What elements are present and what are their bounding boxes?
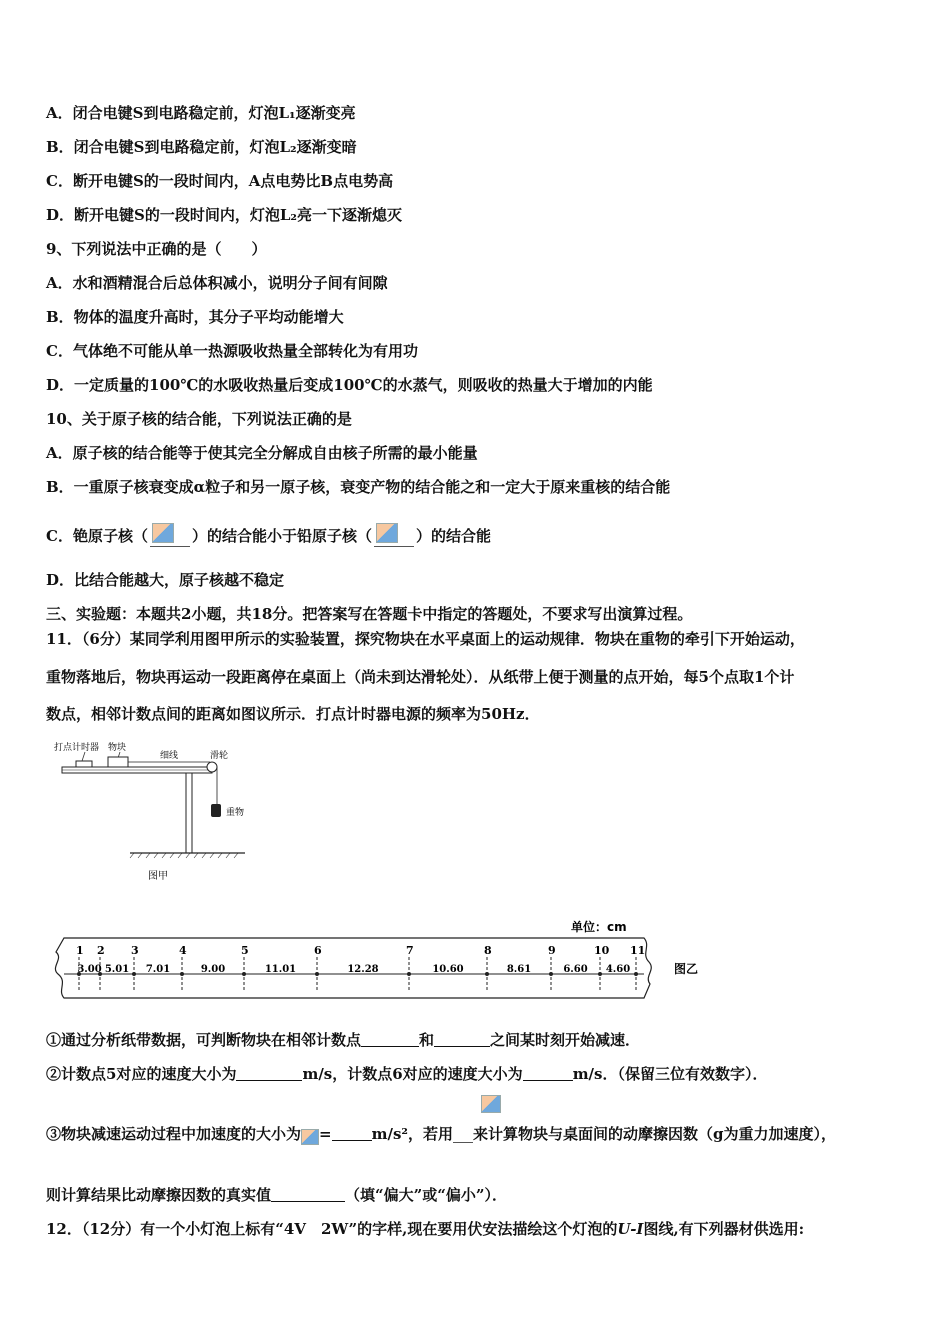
count-point-dot xyxy=(549,972,553,976)
answer-blank-4[interactable] xyxy=(523,1066,573,1081)
sub2-text-a: ②计数点5对应的速度大小为 xyxy=(46,1065,237,1083)
q9-option-c: C．气体绝不可能从单一热源吸收热量全部转化为有用功 xyxy=(46,342,418,360)
q10-option-d: D．比结合能越大，原子核越不稳定 xyxy=(46,571,285,589)
q12-text-a: 12．（12分）有一个小灯泡上标有“4V 2W”的字样,现在要用伏安法描绘这个灯泡的 xyxy=(46,1220,618,1238)
sub3-text-e: 则计算结果比动摩擦因数的真实值 xyxy=(46,1186,272,1204)
label-block: 物块 xyxy=(108,743,127,753)
label-pulley: 滑轮 xyxy=(210,751,229,761)
q11-sub2 xyxy=(46,1064,767,1084)
q10-c-text-3: ）的结合能 xyxy=(415,527,491,545)
label-string: 细线 xyxy=(160,751,179,761)
caption-fig2: 图乙 xyxy=(674,962,699,976)
count-point-label: 11 xyxy=(630,944,646,957)
cesium-formula-image xyxy=(150,523,190,547)
q10-stem: 10、关于原子核的结合能，下列说法正确的是 xyxy=(46,410,352,428)
answer-blank-2[interactable] xyxy=(434,1032,490,1047)
q8-option-a: A．闭合电键S到电路稳定前，灯泡L₁逐渐变亮 xyxy=(46,104,356,122)
accel-formula-image xyxy=(301,1129,319,1145)
q10-option-a: A．原子核的结合能等于使其完全分解成自由核子所需的最小能量 xyxy=(46,444,478,462)
label-weight: 重物 xyxy=(226,808,245,818)
count-point-label: 3 xyxy=(131,944,139,957)
caption-fig1: 图甲 xyxy=(148,871,168,882)
weight-icon xyxy=(211,804,221,817)
answer-blank-6[interactable] xyxy=(271,1187,345,1202)
count-point-dot xyxy=(132,972,136,976)
answer-blank-1[interactable] xyxy=(361,1032,419,1047)
count-point-label: 5 xyxy=(241,944,249,957)
count-point-dot xyxy=(634,972,638,976)
q12-ui-label: U-I xyxy=(617,1220,644,1238)
pulley-icon xyxy=(207,762,217,772)
q10-option-b: B．一重原子核衰变成α粒子和另一原子核，衰变产物的结合能之和一定大于原来重核的结合能 xyxy=(46,478,671,496)
q11-line2: 重物落地后，物块再运动一段距离停在桌面上（尚未到达滑轮处）．从纸带上便于测量的点开始，每5个点取1个计 xyxy=(46,668,795,686)
count-point-dot xyxy=(485,972,489,976)
q9-option-d: D．一定质量的100℃的水吸收热量后变成100℃的水蒸气，则吸收的热量大于增加的内能 xyxy=(46,376,653,394)
sub2-text-b: m/s，计数点6对应的速度大小为 xyxy=(302,1065,523,1083)
q11-line3: 数点，相邻计数点间的距离如图议所示．打点计时器电源的频率为50Hz． xyxy=(46,705,540,723)
distance-label: 9.00 xyxy=(200,964,226,975)
count-point-dot xyxy=(180,972,184,976)
count-point-label: 6 xyxy=(314,944,322,957)
q11-sub3 xyxy=(46,1124,836,1145)
q11-sub1 xyxy=(46,1030,640,1050)
distance-label: 11.01 xyxy=(264,964,297,975)
count-point-label: 1 xyxy=(76,944,84,957)
distance-label: 4.60 xyxy=(605,964,631,975)
count-point-dot xyxy=(242,972,246,976)
distance-label: 3.00 xyxy=(77,964,102,975)
q10-c-text-1: C．铯原子核（ xyxy=(46,527,148,545)
mu-formula-image xyxy=(453,1124,473,1143)
distance-label: 6.60 xyxy=(563,964,588,975)
sub2-text-c: m/s．（保留三位有效数字）． xyxy=(572,1065,768,1083)
count-point-label: 2 xyxy=(97,944,105,957)
sub3-text-a: ③物块减速运动过程中加速度的大小为 xyxy=(46,1125,302,1143)
figure-apparatus xyxy=(50,738,260,888)
q11-sub3-cont xyxy=(46,1185,507,1205)
distance-label: 5.01 xyxy=(104,964,130,975)
q10-option-c xyxy=(46,523,491,547)
q9-stem: 9、下列说法中正确的是（ ） xyxy=(46,240,267,258)
sub3-text-f: （填“偏大”或“偏小”）． xyxy=(345,1186,508,1204)
distance-label: 7.01 xyxy=(145,964,171,975)
q11-line1: 11．（6分）某同学利用图甲所示的实验装置，探究物块在水平桌面上的运动规律．物块在重物的牵引下开始运动， xyxy=(46,630,805,648)
sub1-text-c: 之间某时刻开始减速． xyxy=(490,1031,641,1049)
section3-heading: 三、实验题：本题共2小题，共18分。把答案写在答题卡中指定的答题处，不要求写出演算过程。 xyxy=(46,605,693,623)
count-point-label: 8 xyxy=(484,944,492,957)
q12-line1 xyxy=(46,1219,804,1239)
answer-blank-5[interactable] xyxy=(332,1126,372,1141)
answer-blank-3[interactable] xyxy=(236,1066,302,1081)
count-point-label: 10 xyxy=(594,944,610,957)
q12-text-b: 图线,有下列器材供选用: xyxy=(643,1220,805,1238)
count-point-dot xyxy=(315,972,319,976)
distance-label: 12.28 xyxy=(347,964,379,975)
count-point-label: 9 xyxy=(548,944,556,957)
tape-unit: 单位：cm xyxy=(571,920,627,934)
sub1-text-a: ①通过分析纸带数据，可判断物块在相邻计数点 xyxy=(46,1031,362,1049)
q9-option-b: B．物体的温度升高时，其分子平均动能增大 xyxy=(46,308,344,326)
formula-image-top xyxy=(481,1095,501,1115)
sub3-text-c: m/s²，若用 xyxy=(371,1125,453,1143)
sub3-text-d: 来计算物块与桌面间的动摩擦因数（g为重力加速度）， xyxy=(472,1125,836,1143)
lead-formula-image xyxy=(374,523,414,547)
count-point-label: 7 xyxy=(406,944,414,957)
label-timer: 打点计时器 xyxy=(54,743,100,753)
count-point-dot xyxy=(407,972,411,976)
sub1-text-b: 和 xyxy=(419,1031,435,1049)
figure-tape xyxy=(44,912,724,1012)
q9-option-a: A．水和酒精混合后总体积减小，说明分子间有间隙 xyxy=(46,274,388,292)
distance-label: 10.60 xyxy=(432,964,464,975)
sub3-text-b: = xyxy=(319,1125,332,1143)
count-point-label: 4 xyxy=(179,944,187,957)
q8-option-b: B．闭合电键S到电路稳定前，灯泡L₂逐渐变暗 xyxy=(46,138,357,156)
q10-c-text-2: ）的结合能小于铅原子核（ xyxy=(191,527,372,545)
q8-option-d: D．断开电键S的一段时间内，灯泡L₂亮一下逐渐熄灭 xyxy=(46,206,402,224)
q8-option-c: C．断开电键S的一段时间内，A点电势比B点电势高 xyxy=(46,172,394,190)
distance-label: 8.61 xyxy=(506,964,532,975)
count-point-dot xyxy=(598,972,602,976)
